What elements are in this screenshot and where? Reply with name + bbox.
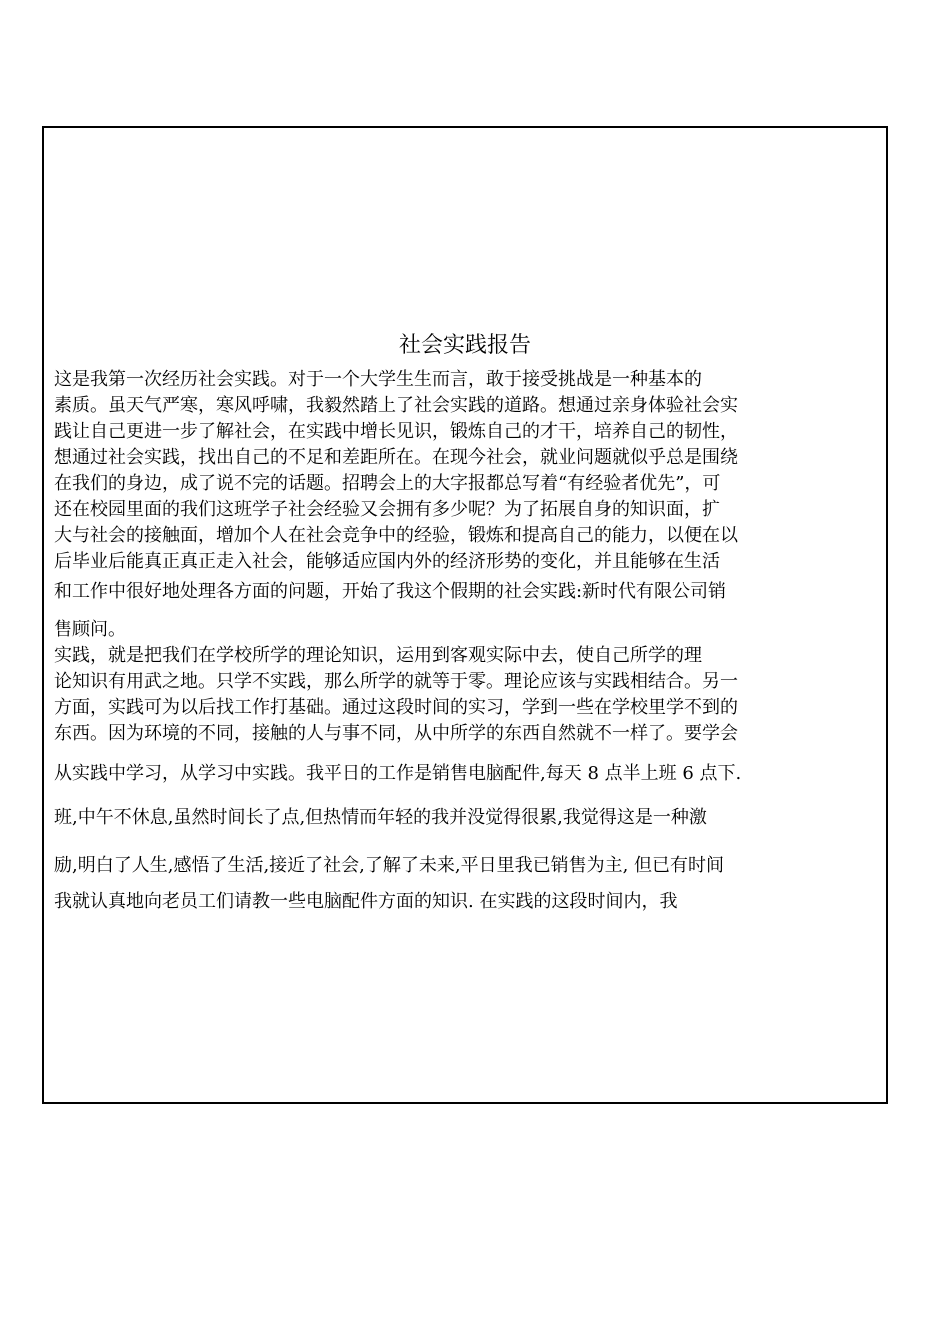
paragraph-line: 我就认真地向老员工们请教一些电脑配件方面的知识. 在实践的这段时间内，我 — [54, 891, 678, 912]
paragraph-line: 在我们的身边，成了说不完的话题。招聘会上的大字报都总写着“有经验者优先”，可 — [54, 473, 721, 494]
paragraph-line: 这是我第一次经历社会实践。对于一个大学生生而言，敢于接受挑战是一种基本的 — [54, 369, 702, 390]
paragraph-line: 想通过社会实践，找出自己的不足和差距所在。在现今社会，就业问题就似乎总是围绕 — [54, 447, 738, 468]
page-border — [42, 126, 888, 1104]
paragraph-line: 和工作中很好地处理各方面的问题，开始了我这个假期的社会实践:新时代有限公司销 — [54, 581, 727, 602]
paragraph-line: 售顾问。 — [54, 619, 126, 640]
paragraph-line: 大与社会的接触面，增加个人在社会竞争中的经验，锻炼和提高自己的能力，以便在以 — [54, 525, 738, 546]
paragraph-line: 实践，就是把我们在学校所学的理论知识，运用到客观实际中去，使自己所学的理 — [54, 645, 702, 666]
paragraph-line: 东西。因为环境的不同，接触的人与事不同，从中所学的东西自然就不一样了。要学会 — [54, 723, 738, 744]
paragraph-line: 践让自己更进一步了解社会，在实践中增长见识，锻炼自己的才干，培养自己的韧性， — [54, 421, 738, 442]
paragraph-line: 班,中午不休息,虽然时间长了点,但热情而年轻的我并没觉得很累,我觉得这是一种激 — [54, 807, 707, 828]
paragraph-line: 素质。虽天气严寒，寒风呼啸，我毅然踏上了社会实践的道路。想通过亲身体验社会实 — [54, 395, 738, 416]
paragraph-line: 从实践中学习，从学习中实践。我平日的工作是销售电脑配件,每天 8 点半上班 6 点下. — [54, 763, 742, 784]
paragraph-line: 励,明白了人生,感悟了生活,接近了社会,了解了未来,平日里我已销售为主, 但已有时间 — [54, 855, 725, 876]
paragraph-line: 方面，实践可为以后找工作打基础。通过这段时间的实习，学到一些在学校里学不到的 — [54, 697, 738, 718]
document-title: 社会实践报告 — [398, 333, 531, 358]
paragraph-line: 论知识有用武之地。只学不实践，那么所学的就等于零。理论应该与实践相结合。另一 — [54, 671, 738, 692]
paragraph-line: 还在校园里面的我们这班学子社会经验又会拥有多少呢？为了拓展自身的知识面，扩 — [54, 499, 720, 520]
paragraph-line: 后毕业后能真正真正走入社会，能够适应国内外的经济形势的变化，并且能够在生活 — [54, 551, 720, 572]
